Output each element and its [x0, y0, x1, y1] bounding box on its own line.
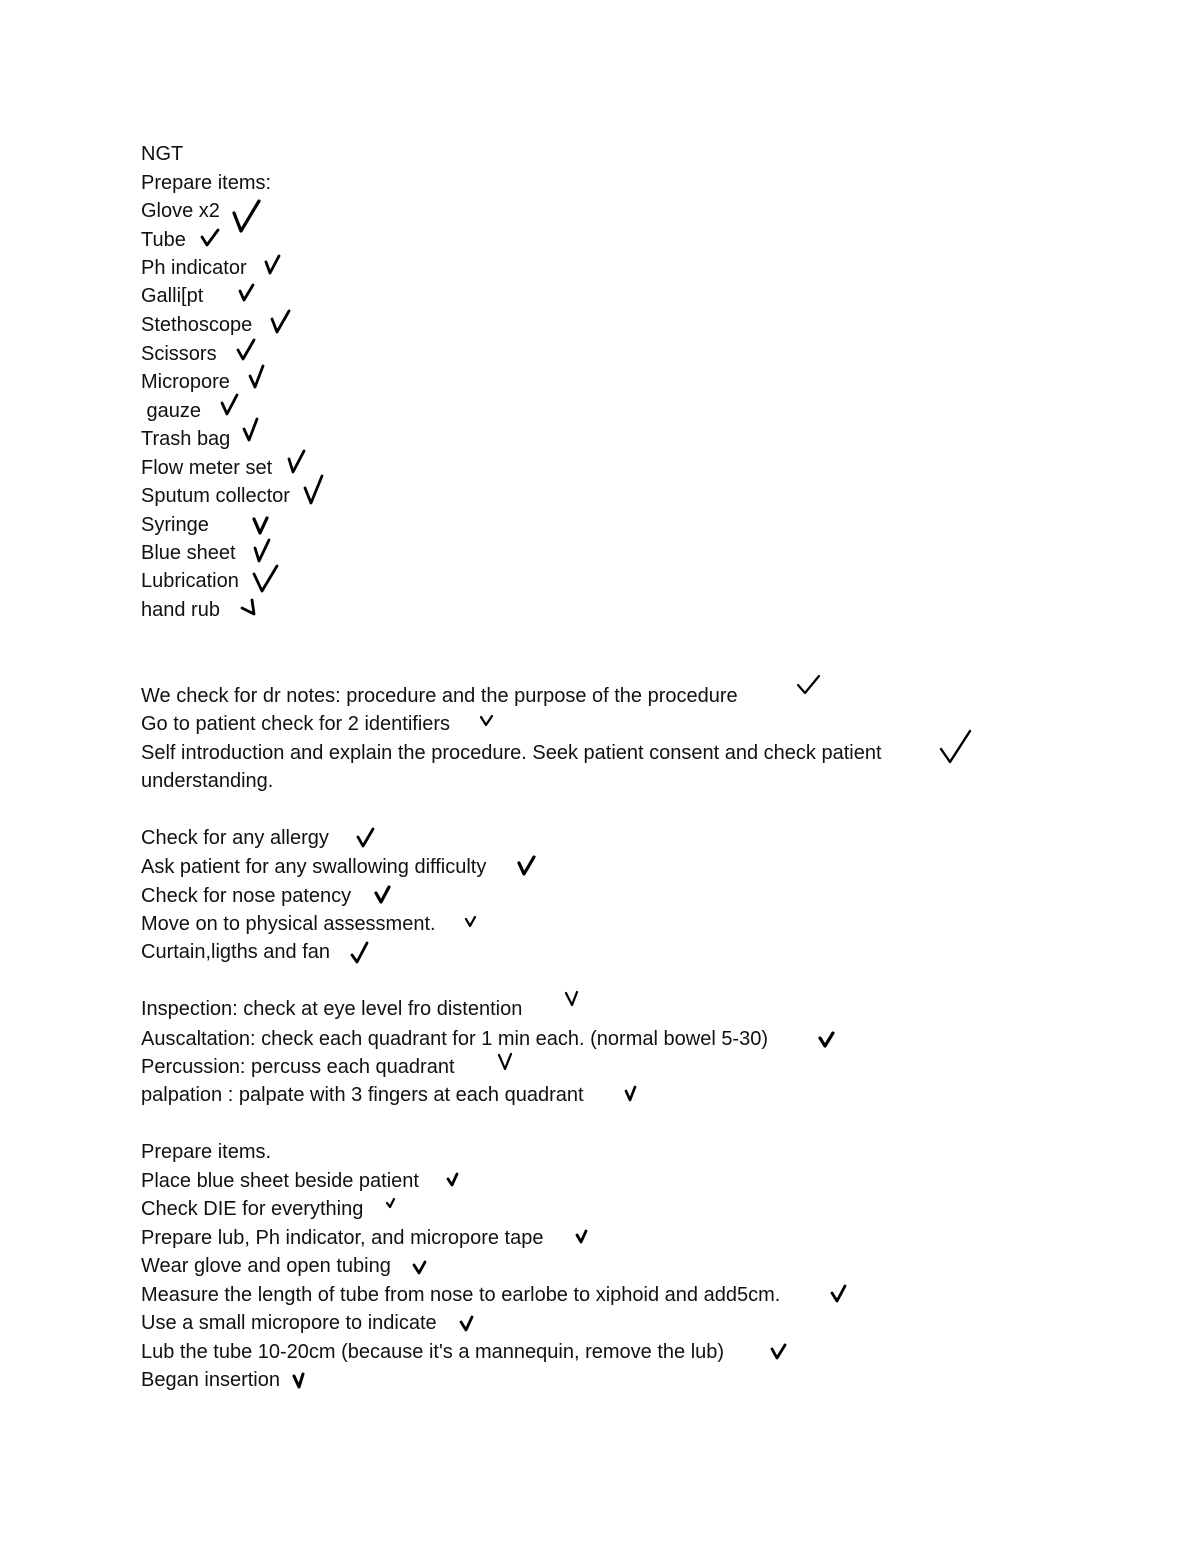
list-item: Check DIE for everything	[141, 1198, 364, 1220]
checkmark-icon	[939, 729, 973, 765]
list-item: Stethoscope	[141, 314, 253, 336]
checkmark-icon	[264, 254, 282, 276]
list-item: Lubrication	[141, 570, 239, 592]
checkmark-icon	[240, 598, 258, 618]
checkmark-icon	[830, 1284, 848, 1304]
checkmark-icon	[232, 199, 262, 235]
list-item: Micropore	[141, 371, 230, 393]
list-item: Syringe	[141, 514, 209, 536]
checkmark-icon	[564, 990, 580, 1008]
list-item: Inspection: check at eye level fro distention	[141, 998, 523, 1020]
checkmark-icon	[770, 1343, 788, 1361]
list-item: Measure the length of tube from nose to earlobe to xiphoid and add5cm.	[141, 1284, 781, 1306]
checkmark-icon	[446, 1172, 460, 1188]
checkmark-icon	[374, 885, 392, 905]
checkmark-icon	[356, 827, 376, 849]
list-item: Tube	[141, 229, 186, 251]
checkmark-icon	[497, 1052, 515, 1072]
list-item: Blue sheet	[141, 542, 236, 564]
list-item: We check for dr notes: procedure and the purpose of the procedure	[141, 685, 738, 707]
list-item: Place blue sheet beside patient	[141, 1170, 419, 1192]
checkmark-icon	[287, 449, 307, 475]
list-item: gauze	[141, 400, 202, 422]
checkmark-icon	[292, 1372, 306, 1390]
list-item: Galli[pt	[141, 285, 204, 307]
checkmark-icon	[252, 564, 280, 594]
list-item: Began insertion	[141, 1369, 280, 1391]
checkmark-icon	[517, 855, 537, 877]
checkmark-icon	[459, 1315, 475, 1333]
list-item: Auscaltation: check each quadrant for 1 min each. (normal bowel 5-30)	[141, 1028, 769, 1050]
list-item: Use a small micropore to indicate	[141, 1312, 437, 1334]
list-item: Prepare lub, Ph indicator, and micropore tape	[141, 1227, 544, 1249]
list-item: Curtain,ligths and fan	[141, 941, 331, 963]
document-title: NGT	[141, 143, 184, 165]
checkmark-icon	[385, 1197, 397, 1211]
list-item: Percussion: percuss each quadrant	[141, 1056, 455, 1078]
list-item: Prepare items.	[141, 1141, 272, 1163]
list-item: Ph indicator	[141, 257, 247, 279]
checkmark-icon	[236, 338, 258, 362]
list-item: understanding.	[141, 770, 274, 792]
list-item: Check for nose patency	[141, 885, 352, 907]
list-item: Wear glove and open tubing	[141, 1255, 391, 1277]
checkmark-icon	[238, 283, 256, 303]
checkmark-icon	[479, 714, 495, 728]
items-heading: Prepare items:	[141, 172, 272, 194]
list-item: Trash bag	[141, 428, 231, 450]
list-item: Lub the tube 10-20cm (because it's a mannequin, remove the lub)	[141, 1341, 725, 1363]
checkmark-icon	[242, 417, 260, 443]
checkmark-icon	[248, 364, 266, 390]
list-item: Flow meter set	[141, 457, 273, 479]
checkmark-icon	[270, 309, 292, 335]
checkmark-icon	[412, 1260, 428, 1276]
checkmark-icon	[464, 915, 478, 929]
checkmark-icon	[252, 516, 270, 536]
list-item: Sputum collector	[141, 485, 290, 507]
list-item: Move on to physical assessment.	[141, 913, 436, 935]
list-item: Ask patient for any swallowing difficulty	[141, 856, 487, 878]
list-item: Self introduction and explain the procedure. Seek patient consent and check patient	[141, 742, 882, 764]
checkmark-icon	[200, 228, 220, 248]
list-item: Go to patient check for 2 identifiers	[141, 713, 451, 735]
checkmark-icon	[575, 1229, 589, 1245]
checkmark-icon	[796, 674, 822, 696]
checkmark-icon	[220, 393, 240, 417]
checkmark-icon	[818, 1031, 836, 1049]
checkmark-icon	[303, 474, 325, 506]
list-item: Scissors	[141, 343, 217, 365]
checkmark-icon	[624, 1085, 638, 1103]
checkmark-icon	[252, 538, 272, 564]
list-item: hand rub	[141, 599, 220, 621]
list-item: palpation : palpate with 3 fingers at each quadrant	[141, 1084, 584, 1106]
list-item: Glove x2	[141, 200, 220, 222]
checkmark-icon	[350, 941, 370, 965]
list-item: Check for any allergy	[141, 827, 329, 849]
